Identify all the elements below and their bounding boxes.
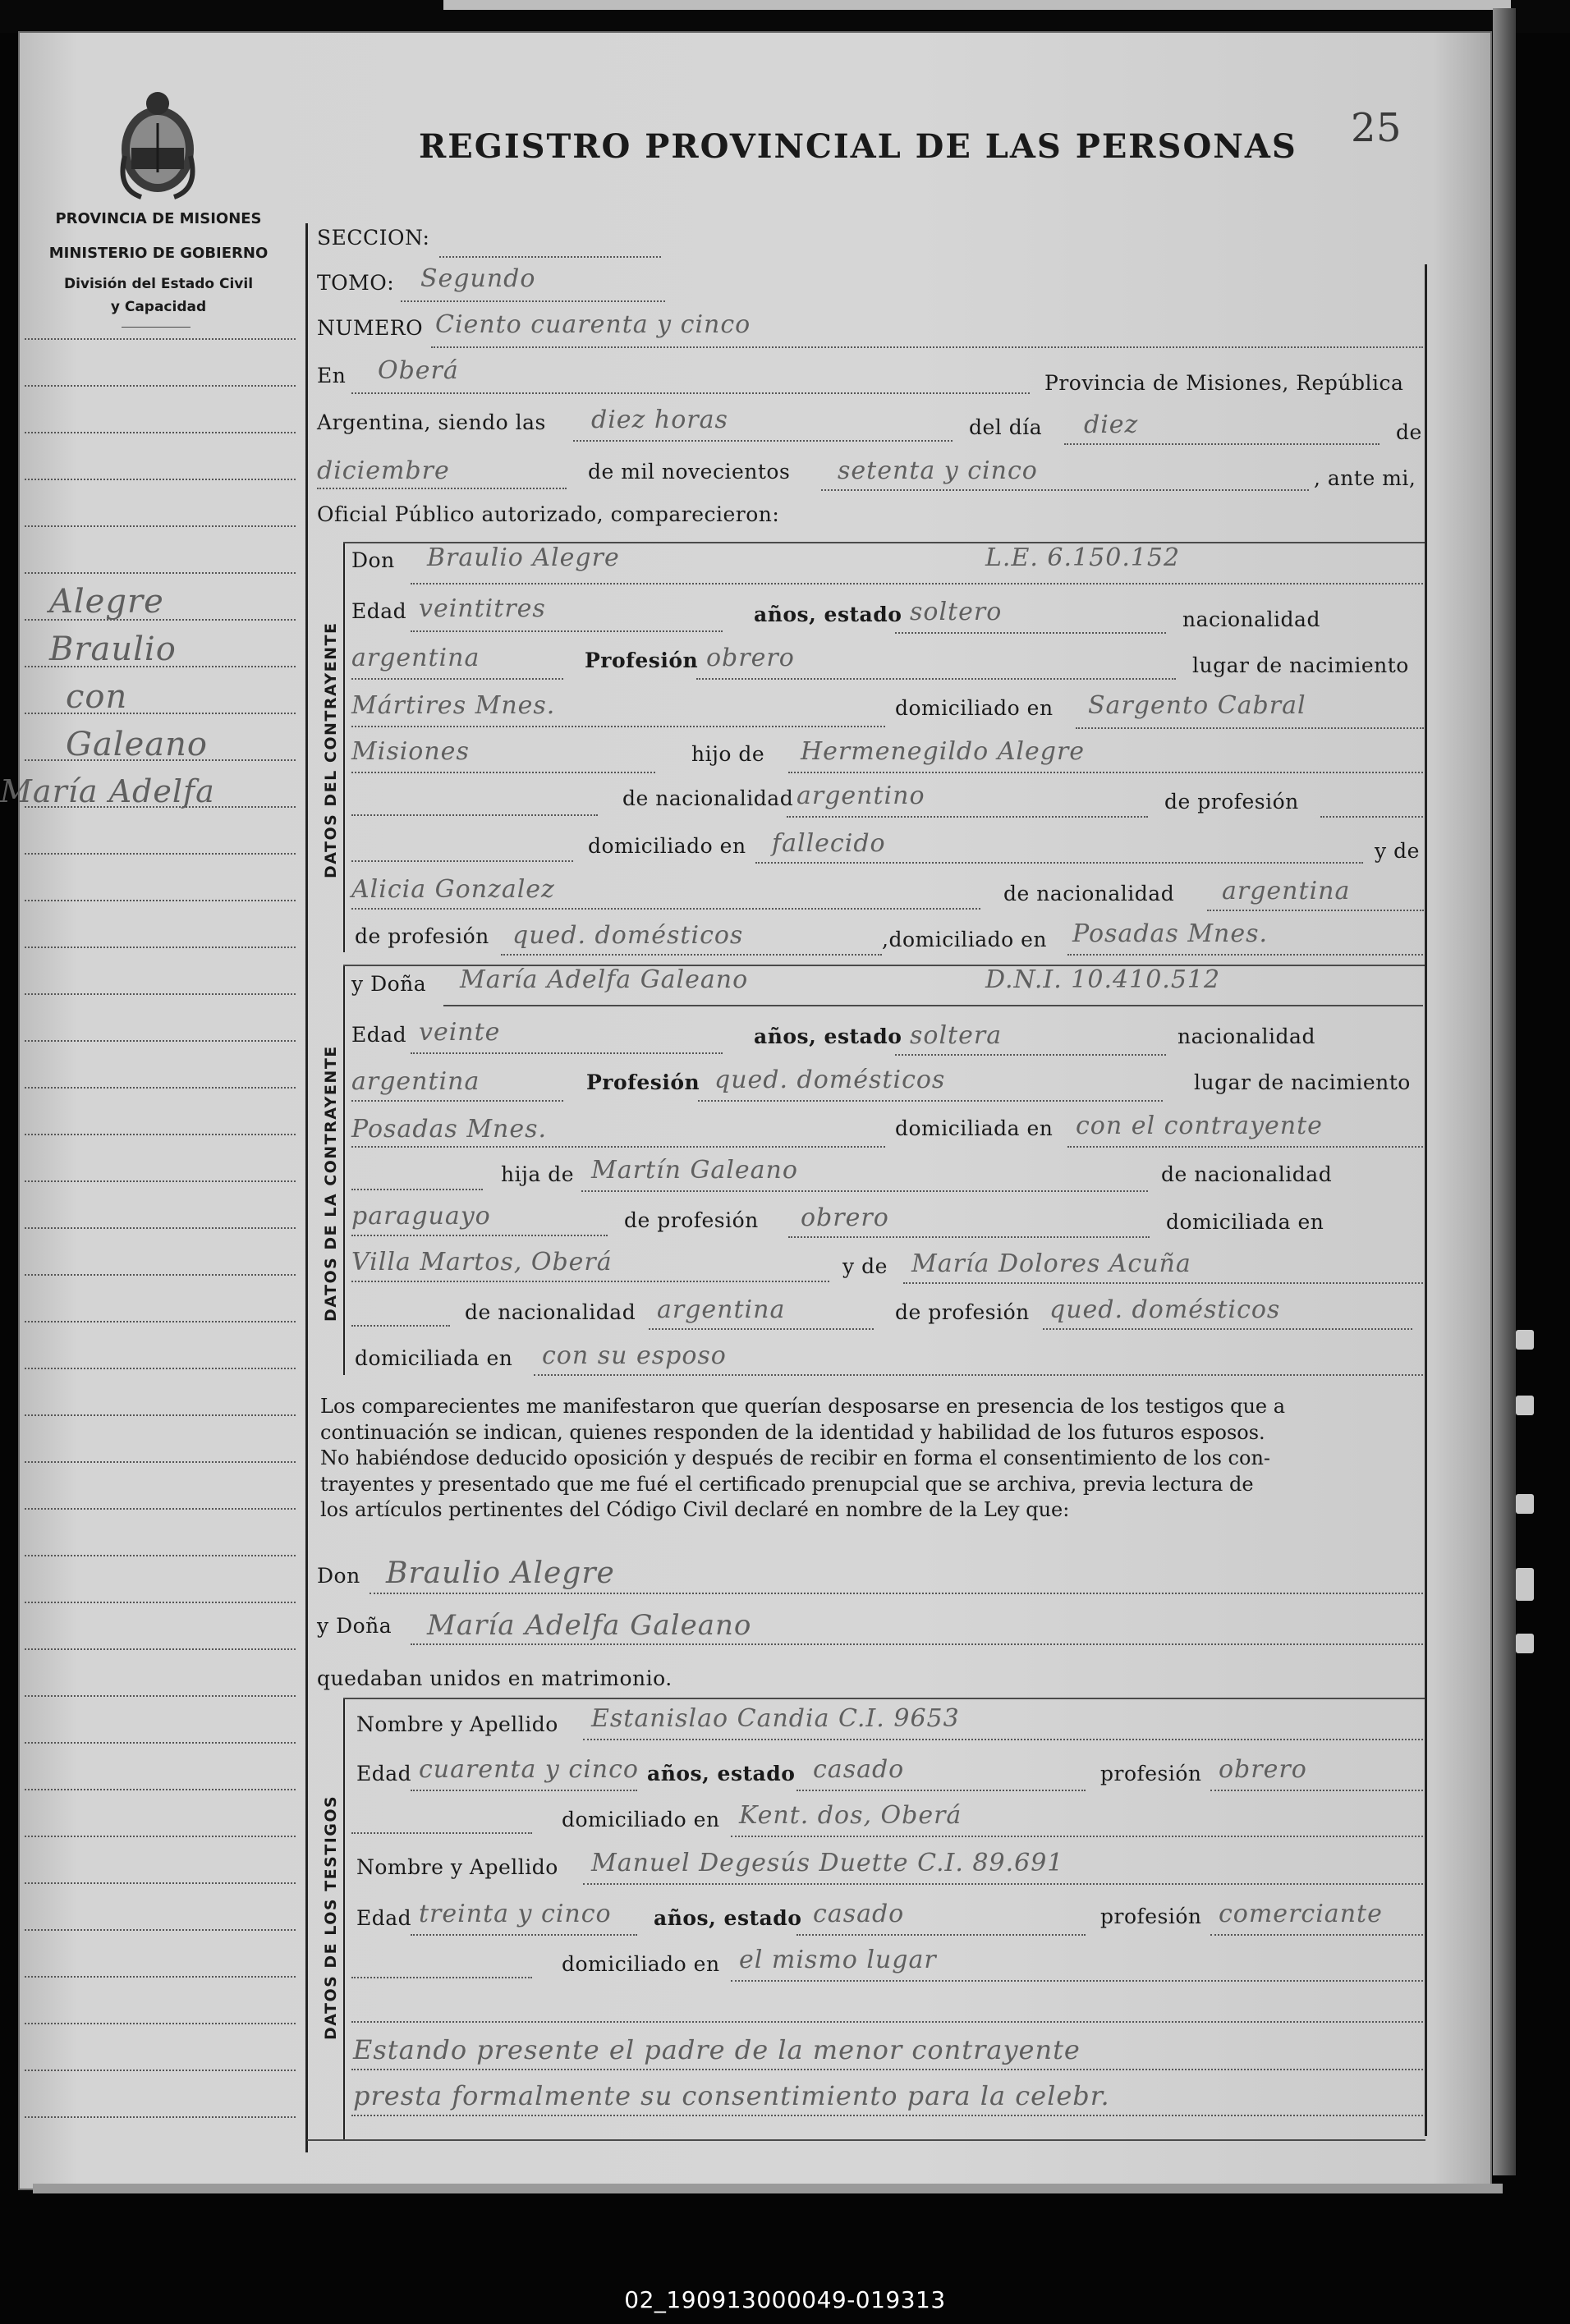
madre2-field	[903, 1282, 1423, 1284]
t1-nombre-field	[583, 1739, 1423, 1740]
margin-ruled-line	[25, 1648, 296, 1650]
testigos-note-2: presta formalmente su consentimiento para la celebr.	[353, 2080, 1110, 2111]
madre2-value: María Dolores Acuña	[911, 1249, 1191, 1278]
madre-nac-value: argentina	[1222, 877, 1351, 905]
margin-note-name-2: María Adelfa	[0, 773, 215, 809]
en-label: En	[317, 364, 347, 387]
margin-ruled-line	[25, 947, 296, 948]
margin-ruled-line	[25, 338, 296, 340]
testigos-top-line	[343, 1698, 1425, 1699]
t1-edad-value: cuarenta y cinco	[419, 1755, 639, 1784]
right-frame-line	[1425, 264, 1427, 2136]
nacionalidad-value: argentina	[351, 644, 480, 672]
mes-value: diciembre	[317, 456, 450, 485]
y-de2-label: y de	[842, 1254, 888, 1278]
padre2-field	[581, 1190, 1148, 1192]
edad-value: veintitres	[419, 594, 546, 623]
profesion2-value: qued. domésticos	[714, 1066, 946, 1094]
blank-line	[351, 2021, 1423, 2023]
blank-field-5	[351, 1832, 532, 1834]
union-dona-label: y Doña	[317, 1614, 392, 1638]
t1-profesion-field	[1210, 1790, 1423, 1791]
mil-label: de mil novecientos	[588, 460, 791, 484]
margin-ruled-line	[25, 1929, 296, 1931]
anios2-label: años, estado	[754, 1024, 902, 1048]
madre2-dom-value: con su esposo	[542, 1341, 727, 1370]
padre2-dom-label: domiciliada en	[1166, 1210, 1324, 1234]
margin-note-surname: Alegre	[49, 583, 164, 621]
margin-note-con: con	[66, 678, 128, 716]
domiciliado-label: domiciliado en	[895, 696, 1054, 720]
blank-field	[351, 814, 598, 816]
nacionalidad2-field	[351, 1100, 563, 1102]
lugar-field	[351, 726, 885, 727]
contrayente2-section-label: DATOS DE LA CONTRAYENTE	[322, 1045, 340, 1322]
blank-field-3	[351, 1189, 483, 1190]
t1-dom-field	[731, 1836, 1423, 1837]
margin-ruled-line	[25, 1602, 296, 1603]
margin-ruled-line	[25, 1368, 296, 1369]
page-edge-bottom	[33, 2184, 1503, 2193]
domicilio-field-2	[351, 772, 655, 773]
de-prof2-label: de profesión	[624, 1208, 759, 1232]
margin-ruled-line	[25, 479, 296, 480]
padre-prof-field	[1320, 816, 1423, 818]
margin-ruled-line	[25, 572, 296, 574]
t2-edad-label: Edad	[356, 1906, 412, 1930]
margin-ruled-line	[25, 1461, 296, 1463]
nacionalidad2-label: nacionalidad	[1178, 1024, 1315, 1048]
dia-field	[1064, 443, 1379, 445]
madre2-dom-label: domiciliada en	[355, 1346, 513, 1370]
margin-ruled-line	[25, 993, 296, 995]
profesion-label: Profesión	[585, 649, 699, 672]
de-nac2-label: de nacionalidad	[1161, 1162, 1333, 1186]
margin-ruled-line	[25, 1508, 296, 1510]
testigos-note-line-2	[351, 2115, 1423, 2116]
dia-value: diez	[1084, 410, 1139, 439]
declaration-line: continuación se indican, quienes responden de la identidad y habilidad de los futuros esposos.	[320, 1420, 1265, 1444]
bottom-frame-line	[307, 2139, 1425, 2141]
t2-profesion-label: profesión	[1100, 1905, 1202, 1928]
padre-field	[788, 772, 1423, 773]
t2-dom-label: domiciliado en	[562, 1952, 720, 1976]
ante-label: , ante mi,	[1314, 466, 1416, 490]
declaration-line: trayentes y presentado que me fué el certificado prenupcial que se archiva, previa lectura de	[320, 1472, 1254, 1496]
numero-label: NUMERO	[317, 316, 424, 340]
t1-edad-field	[411, 1790, 637, 1791]
madre-prof-label: de profesión	[355, 924, 489, 948]
margin-ruled-line	[25, 1882, 296, 1884]
en-field	[351, 392, 1030, 394]
madre-nac-field	[1207, 910, 1424, 911]
anio-field	[821, 489, 1309, 491]
union-don-value: Braulio Alegre	[386, 1556, 615, 1590]
contrayente-section-label: DATOS DEL CONTRAYENTE	[322, 621, 340, 878]
tomo-value: Segundo	[420, 264, 536, 293]
tomo-field	[401, 300, 665, 302]
declaration-line: Los comparecientes me manifestaron que querían desposarse en presencia de los testigos que a	[320, 1395, 1286, 1418]
province-label: PROVINCIA DE MISIONES	[55, 210, 262, 227]
t2-dom-field	[731, 1980, 1423, 1982]
margin-ruled-line	[25, 1555, 296, 1556]
blank-field-2	[351, 860, 573, 862]
padre2-dom-field	[351, 1281, 829, 1282]
t1-profesion-value: obrero	[1219, 1755, 1307, 1784]
madre-prof-field	[501, 954, 882, 956]
image-id-label: 02_190913000049-019313	[624, 2286, 946, 2313]
margin-ruled-line	[25, 2116, 296, 2118]
anios-label: años, estado	[754, 603, 902, 626]
union-dona-field	[411, 1643, 1423, 1645]
en-value: Oberá	[378, 356, 459, 385]
anio-value: setenta y cinco	[838, 456, 1038, 485]
y-de-label: y de	[1375, 839, 1420, 863]
padre-dom-value: fallecido	[772, 829, 886, 858]
edad2-field	[411, 1052, 723, 1054]
t1-nombre-value: Estanislao Candia C.I. 9653	[591, 1704, 960, 1733]
padre2-value: Martín Galeano	[591, 1156, 798, 1185]
margin-ruled-line	[25, 385, 296, 387]
estado-field	[895, 632, 1166, 634]
contrayente-documento: L.E. 6.150.152	[985, 543, 1181, 572]
nacionalidad-field	[351, 678, 563, 680]
dom-en-label: domiciliado en	[588, 834, 746, 858]
lugar-value: Mártires Mnes.	[351, 691, 556, 720]
coat-of-arms-icon	[108, 82, 207, 205]
estado-value: soltero	[910, 598, 1003, 626]
edad-field	[411, 630, 723, 632]
lugar2-value: Posadas Mnes.	[351, 1115, 548, 1144]
padre-dom-field	[755, 862, 1363, 864]
madre2-prof-value: qued. domésticos	[1049, 1295, 1281, 1324]
madre-value: Alicia Gonzalez	[351, 875, 555, 904]
madre-nac-label: de nacionalidad	[1003, 882, 1175, 905]
nacionalidad2-value: argentina	[351, 1067, 480, 1096]
margin-ruled-line	[25, 2023, 296, 2024]
madre2-nac-value: argentina	[657, 1295, 786, 1324]
numero-field	[431, 346, 1423, 348]
t1-anios-label: años, estado	[647, 1762, 796, 1785]
margin-ruled-line	[25, 432, 296, 433]
profesion2-label: Profesión	[586, 1070, 700, 1094]
margin-ruled-line	[25, 1227, 296, 1229]
don-field	[411, 583, 1423, 584]
page-title: REGISTRO PROVINCIAL DE LAS PERSONAS	[419, 127, 1297, 166]
lugar2-field	[351, 1146, 885, 1148]
domicilio2-field	[1067, 1146, 1423, 1148]
margin-ruled-line	[25, 1976, 296, 1978]
de-label: de	[1396, 420, 1422, 444]
domiciliada-label: domiciliada en	[895, 1116, 1054, 1140]
argentina-text: Argentina, siendo las	[317, 410, 546, 434]
bleed-through-marks	[1516, 49, 1540, 2151]
t1-edad-label: Edad	[356, 1762, 412, 1785]
profesion-field	[696, 678, 1176, 680]
union-don-label: Don	[317, 1564, 360, 1588]
declaration-line: No habiéndose deducido oposición y después de recibir en forma el consentimiento de los con-	[320, 1446, 1271, 1469]
t2-nombre-label: Nombre y Apellido	[356, 1855, 558, 1879]
margin-note-name: Braulio	[49, 630, 177, 668]
testigos-frame-line	[343, 1698, 345, 2141]
book-cover-edge	[1493, 8, 1516, 2175]
seccion-label: SECCION:	[317, 226, 430, 250]
testigos-note-line-1	[351, 2069, 1423, 2070]
profesion2-field	[698, 1100, 1163, 1102]
margin-ruled-line	[25, 2070, 296, 2071]
declaration-paragraph	[320, 1394, 1432, 1524]
lugar2-label: lugar de nacimiento	[1194, 1070, 1411, 1094]
margin-ruled-line	[25, 1742, 296, 1744]
division-label: División del Estado Civil	[63, 276, 254, 292]
margin-note-surname-2: Galeano	[66, 726, 208, 763]
left-frame-line	[305, 223, 308, 2152]
edad-label: Edad	[351, 599, 407, 623]
margin-ruled-line	[25, 1414, 296, 1416]
profesion-value: obrero	[706, 644, 795, 672]
margin-ruled-line	[25, 1134, 296, 1135]
margin-ruled-line	[25, 1274, 296, 1276]
estado2-field	[895, 1054, 1166, 1056]
mes-field	[317, 488, 567, 489]
blank-field-4	[351, 1325, 450, 1327]
madre-field	[351, 908, 980, 910]
blank-field-6	[351, 1977, 532, 1978]
contrayente-frame-line	[343, 542, 345, 952]
t2-estado-value: casado	[813, 1900, 905, 1928]
padre2-dom-value: Villa Martos, Oberá	[351, 1248, 613, 1277]
edad2-label: Edad	[351, 1023, 407, 1047]
don-label: Don	[351, 548, 395, 572]
nacionalidad-label: nacionalidad	[1182, 607, 1320, 631]
t2-estado-field	[796, 1934, 1086, 1936]
numero-value: Ciento cuarenta y cinco	[435, 310, 751, 339]
ministry-label: MINISTERIO DE GOBIERNO	[48, 245, 269, 262]
madre2-prof-label: de profesión	[895, 1300, 1030, 1324]
margin-ruled-line	[25, 900, 296, 901]
margin-ruled-line	[25, 1087, 296, 1089]
contrayente2-nombre: María Adelfa Galeano	[460, 965, 749, 994]
madre2-nac-label: de nacionalidad	[465, 1300, 636, 1324]
t2-nombre-field	[583, 1883, 1423, 1885]
tomo-label: TOMO:	[317, 271, 395, 295]
padre2-prof-value: obrero	[801, 1203, 889, 1232]
t1-estado-value: casado	[813, 1755, 905, 1784]
domicilio2-value: con el contrayente	[1076, 1112, 1323, 1140]
union-don-field	[370, 1593, 1423, 1594]
padre2-nac-value: paraguayo	[351, 1202, 491, 1231]
padre2-prof-field	[788, 1236, 1150, 1238]
division-label-2: y Capacidad	[110, 299, 207, 315]
padre-nac-value: argentino	[796, 782, 925, 810]
margin-ruled-line	[25, 1695, 296, 1697]
padre-nac-field	[787, 816, 1148, 818]
dona-label: y Doña	[351, 972, 427, 996]
margin-ruled-line	[25, 1836, 296, 1837]
domicilio-field	[1076, 727, 1424, 729]
madre-dom-label: ,domiciliado en	[882, 928, 1047, 951]
page-number: 25	[1351, 105, 1402, 151]
margin-ruled-line	[25, 1040, 296, 1042]
t2-profesion-field	[1210, 1934, 1423, 1936]
hijo-label: hijo de	[691, 742, 765, 766]
contrayente2-documento: D.N.I. 10.410.512	[985, 965, 1221, 994]
padre2-nac-field	[351, 1235, 608, 1236]
madre-dom-value: Posadas Mnes.	[1072, 919, 1269, 948]
t2-nombre-value: Manuel Degesús Duette C.I. 89.691	[591, 1849, 1064, 1877]
margin-ruled-line	[25, 525, 296, 527]
madre-prof-value: qued. domésticos	[512, 921, 744, 950]
madre-dom-field	[1067, 954, 1423, 956]
del-dia-label: del día	[969, 415, 1043, 439]
union-dona-value: María Adelfa Galeano	[427, 1609, 752, 1642]
padre-value: Hermenegildo Alegre	[801, 737, 1086, 766]
dona-field	[443, 1005, 1423, 1006]
contrayente-nombre: Braulio Alegre	[427, 543, 620, 572]
oficial-text: Oficial Público autorizado, comparecieron:	[317, 502, 780, 526]
hora-value: diez horas	[591, 406, 728, 434]
madre2-dom-field	[534, 1374, 1423, 1376]
margin-ruled-line	[25, 1180, 296, 1182]
seccion-field	[439, 256, 661, 258]
t1-dom-label: domiciliado en	[562, 1808, 720, 1831]
hija-label: hija de	[501, 1162, 574, 1186]
t2-edad-value: treinta y cinco	[419, 1900, 612, 1928]
t2-edad-field	[411, 1934, 637, 1936]
divider	[122, 327, 191, 328]
madre2-nac-field	[649, 1328, 874, 1330]
lugar-label: lugar de nacimiento	[1192, 653, 1409, 677]
testigos-note-1: Estando presente el padre de la menor contrayente	[353, 2034, 1081, 2065]
hora-field	[573, 440, 953, 442]
estado2-value: soltera	[910, 1021, 1003, 1050]
provincia-text: Provincia de Misiones, República	[1044, 371, 1404, 395]
testigos-section-label: DATOS DE LOS TESTIGOS	[322, 1795, 340, 2040]
de-prof-label: de profesión	[1164, 790, 1299, 814]
contrayente2-frame-line	[343, 965, 345, 1375]
union-closing: quedaban unidos en matrimonio.	[317, 1666, 673, 1690]
t2-anios-label: años, estado	[654, 1906, 802, 1930]
margin-ruled-line	[25, 1321, 296, 1322]
domicilio-value: Sargento Cabral	[1088, 691, 1306, 720]
page-edge-top	[443, 0, 1511, 10]
t1-estado-field	[796, 1790, 1086, 1791]
t1-profesion-label: profesión	[1100, 1762, 1202, 1785]
t1-nombre-label: Nombre y Apellido	[356, 1712, 558, 1736]
edad2-value: veinte	[419, 1018, 501, 1047]
domicilio-value-2: Misiones	[351, 737, 470, 766]
t1-dom-value: Kent. dos, Oberá	[739, 1801, 962, 1830]
t2-dom-value: el mismo lugar	[739, 1946, 937, 1974]
margin-ruled-line	[25, 853, 296, 855]
madre2-prof-field	[1043, 1328, 1412, 1330]
t2-profesion-value: comerciante	[1219, 1900, 1383, 1928]
margin-ruled-line	[25, 1789, 296, 1790]
declaration-line: los artículos pertinentes del Código Civil declaré en nombre de la Ley que:	[320, 1498, 1070, 1521]
de-nac-label: de nacionalidad	[622, 786, 794, 810]
